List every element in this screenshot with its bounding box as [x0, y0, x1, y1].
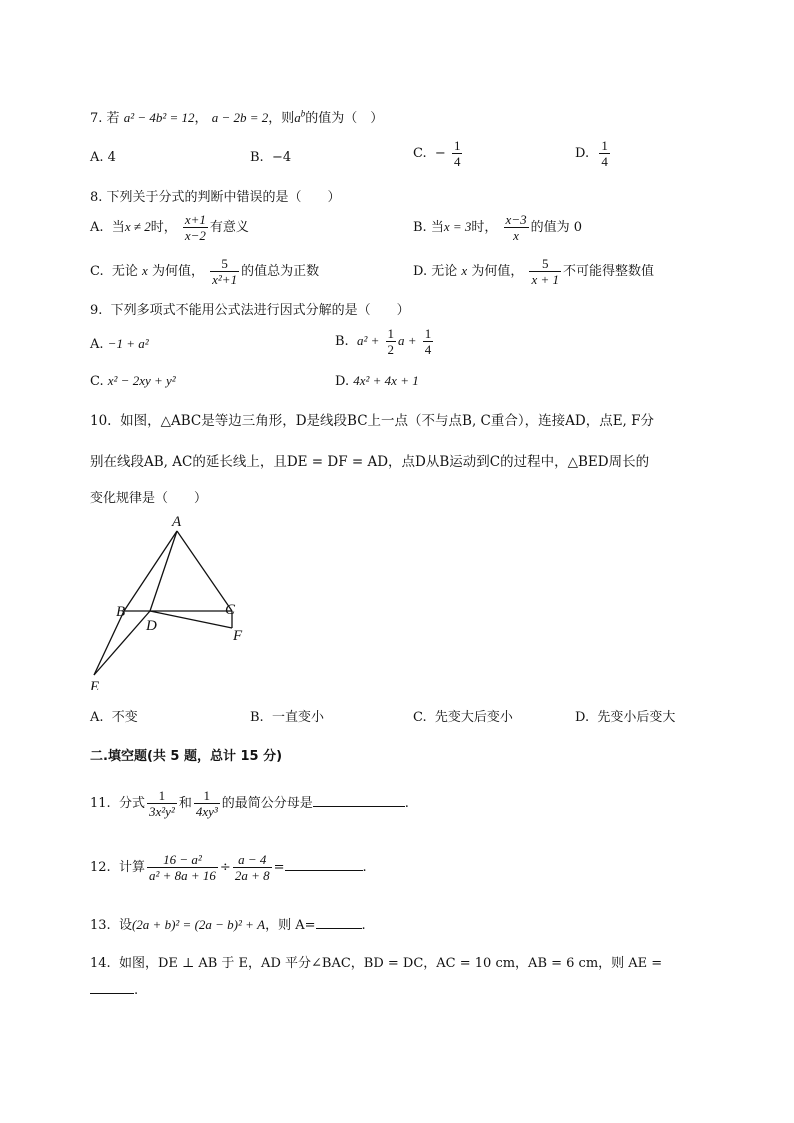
segment-be	[94, 611, 124, 675]
answer-blank[interactable]	[90, 993, 134, 994]
q7-option-c: C. − $\frac{1}{4}$	[413, 138, 461, 169]
segment-ab	[124, 531, 177, 611]
q8-option-a: A. 当x ≠ 2时， $\frac{x+1}{x-2}$ 有意义	[90, 212, 249, 243]
triangle-figure	[82, 510, 262, 690]
q9-option-d: D. 4x² + 4x + 1	[335, 373, 419, 389]
q10-line-1: 10. 如图，△ABC是等边三角形，D是线段BC上一点（不与点B, C重合），连接AD，点E, F分	[90, 413, 654, 429]
label-a: A	[172, 514, 182, 530]
q14-line-2: .	[90, 983, 138, 998]
q13: 13. 设(2a + b)² = (2a − b)² + A，则 A= .	[90, 917, 366, 933]
fraction: $\frac{1}{4}$	[424, 326, 432, 357]
q8-option-d: D. 无论 x 为何值， $\frac{5}{x + 1}$ 不可能得整数值	[413, 256, 655, 287]
label-f: F	[233, 628, 243, 644]
segment-de	[94, 611, 150, 675]
q8-option-b: B. 当x = 3时， $\frac{x-3}{x}$ 的值为 0	[413, 212, 582, 243]
label-b: B	[116, 604, 126, 620]
q9-option-a: A. −1 + a²	[90, 336, 149, 352]
label-c: C	[225, 602, 236, 618]
fraction: $\frac{1}{4}$	[601, 138, 608, 169]
q14-line-1: 14. 如图，DE ⊥ AB 于 E，AD 平分∠BAC，BD = DC，AC = 10 cm，AB = 6 cm，则 AE =	[90, 956, 663, 971]
fraction: $\frac{5}{\text{x²+1}}$	[212, 256, 238, 287]
fraction: $\frac{x+1}{x-2}$	[184, 212, 206, 243]
answer-blank[interactable]	[313, 806, 405, 807]
q9-option-c: C. x² − 2xy + y²	[90, 373, 176, 389]
section-title: 二.填空题(共 5 题，总计 15 分)	[90, 749, 283, 764]
segment-ad	[150, 531, 177, 611]
fraction: $\frac{1}{4}$	[453, 138, 461, 169]
q8-option-c: C. 无论 x 为何值， $\frac{5}{\text{x²+1}}$ 的值总为正数	[90, 256, 320, 287]
q10-option-d: D. 先变小后变大	[575, 710, 676, 725]
fraction: $\frac{1}{\text{4xy³}}$	[195, 788, 218, 819]
q10-option-a: A. 不变	[90, 710, 138, 725]
fraction: $\frac{\text{16 − a²}}{\text{a² + 8a + 16}}$	[148, 852, 216, 883]
q10-line-3: 变化规律是（ ）	[90, 491, 208, 506]
fraction: $\frac{1}{2}$	[387, 326, 395, 357]
answer-blank[interactable]	[285, 870, 363, 871]
q7-stem: 7. 若 a² − 4b² = 12， a − 2b = 2，则$a^b$的值为（ ）	[90, 108, 384, 126]
q7-option-d: D. $\frac{1}{4}$	[575, 138, 608, 169]
q9-option-b: B. a² + $\frac{1}{2}$ a + $\frac{1}{4}$	[335, 326, 432, 357]
fraction: $\frac{1}{\text{3x²y²}}$	[148, 788, 175, 819]
fraction: $\frac{5}{x + 1}$	[531, 256, 560, 287]
q8-stem: 8. 下列关于分式的判断中错误的是（ ）	[90, 190, 341, 205]
segment-ac	[177, 531, 232, 611]
q12: 12. 计算 $\frac{\text{16 − a²}}{\text{a² + 8a + 16}}$ ÷ $\frac{a - 4}{2a + 8}$ = .	[90, 852, 367, 883]
q10-option-c: C. 先变大后变小	[413, 710, 513, 725]
q7-option-b: B. −4	[250, 150, 292, 165]
fraction: $\frac{a - 4}{2a + 8}$	[234, 852, 270, 883]
label-e: E	[90, 679, 100, 690]
answer-blank[interactable]	[316, 928, 362, 929]
q11: 11. 分式 $\frac{1}{\text{3x²y²}}$ 和 $\frac{1}{\text{4xy³}}$ 的最简公分母是 .	[90, 788, 409, 819]
fraction: $\frac{x-3}{x}$	[505, 212, 527, 243]
q10-line-2: 别在线段AB, AC的延长线上，且DE = DF = AD，点D从B运动到C的过程中，△BED周长的	[90, 454, 650, 470]
q10-option-b: B. 一直变小	[250, 710, 324, 725]
label-d: D	[146, 618, 157, 634]
segment-df	[150, 611, 232, 628]
q7-option-a: A. 4	[90, 150, 116, 165]
q9-stem: 9. 下列多项式不能用公式法进行因式分解的是（ ）	[90, 303, 410, 318]
